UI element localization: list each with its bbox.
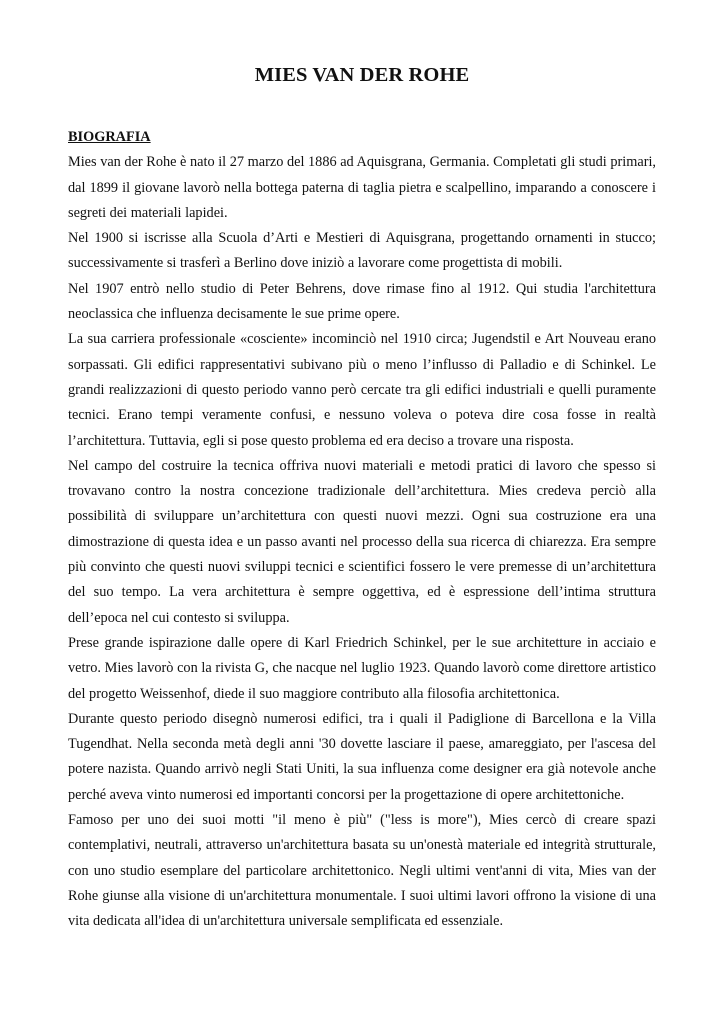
paragraph-3: Nel 1907 entrò nello studio di Peter Behrens, dove rimase fino al 1912. Qui studia l'architettura neoclassica che influenza decisamente le sue prime opere. — [68, 280, 656, 323]
document-title: MIES VAN DER ROHE — [254, 64, 470, 86]
paragraph-4: La sua carriera professionale «cosciente» incominciò nel 1910 circa; Jugendstil e Art Nouveau erano sorpassati. Gli edifici rappresentativi subivano più o meno l’influsso di Palladio e di Schinkel. Le grandi realizzazioni di questo periodo vanno però cercate tra gli edifici industriali e quelli puramente tecnici. Erano tempi veramente confusi, e nessuno voleva o poteva dire cosa fosse in realtà l’architettura. Tuttavia, egli si pose questo problema ed era deciso a trovare una risposta. — [68, 331, 656, 449]
paragraph-2: Nel 1900 si iscrisse alla Scuola d’Arti e Mestieri di Aquisgrana, progettando ornamenti in stucco; successivamente si trasferì a Berlino dove iniziò a lavorare come progettista di mobili. — [68, 230, 656, 272]
paragraph-8: Famoso per uno dei suoi motti "il meno è più" ("less is more"), Mies cercò di creare spazi contemplativi, neutrali, attraverso un'architettura basata su un'onestà materiale ed integrità strutturale, con uno studio esemplare del particolare architettonico. Negli ultimi vent'anni di vita, Mies van der Rohe giunse alla visione di un'architettura monumentale. I suoi ultimi lavori offrono la visione di una vita dedicata all'idea di un'architettura universale semplificata ed essenziale. — [68, 812, 656, 930]
section-heading: BIOGRAFIA — [68, 129, 151, 145]
paragraph-5: Nel campo del costruire la tecnica offriva nuovi materiali e metodi pratici di lavoro che spesso si trovavano contro la nostra concezione tradizionale dell’architettura. Mies credeva perciò alla possibilità di sviluppare un’architettura con questi nuovi mezzi. Ogni sua costruzione era una dimostrazione di questa idea e un passo avanti nel processo della sua ricerca di chiarezza. Era sempre più convinto che questi nuovi sviluppi tecnici e scientifici fossero le vere premesse di un’architettura del suo tempo. La vera architettura è sempre oggettiva, ed è espressione dell’intima struttura dell’epoca nel cui contesto si sviluppa. — [68, 457, 656, 626]
paragraph-1: Mies van der Rohe è nato il 27 marzo del 1886 ad Aquisgrana, Germania. Completati gli studi primari, dal 1899 il giovane lavorò nella bottega paterna di taglia pietra e scalpellino, imparando a conoscere i segreti dei materiali lapidei. — [68, 154, 656, 221]
document-body — [68, 125, 656, 935]
paragraph-6: Prese grande ispirazione dalle opere di Karl Friedrich Schinkel, per le sue architetture in acciaio e vetro. Mies lavorò con la rivista G, che nacque nel luglio 1923. Quando lavorò come direttore artistico del progetto Weissenhof, diede il suo maggiore contributo alla filosofia architettonica. — [68, 634, 656, 702]
paragraph-7: Durante questo periodo disegnò numerosi edifici, tra i quali il Padiglione di Barcellona e la Villa Tugendhat. Nella seconda metà degli anni '30 dovette lasciare il paese, amareggiato, per l'ascesa del potere nazista. Quando arrivò negli Stati Uniti, la sua influenza come designer era già notevole anche perché aveva vinto numerosi ed importanti concorsi per la progettazione di opere architettoniche. — [68, 710, 656, 803]
